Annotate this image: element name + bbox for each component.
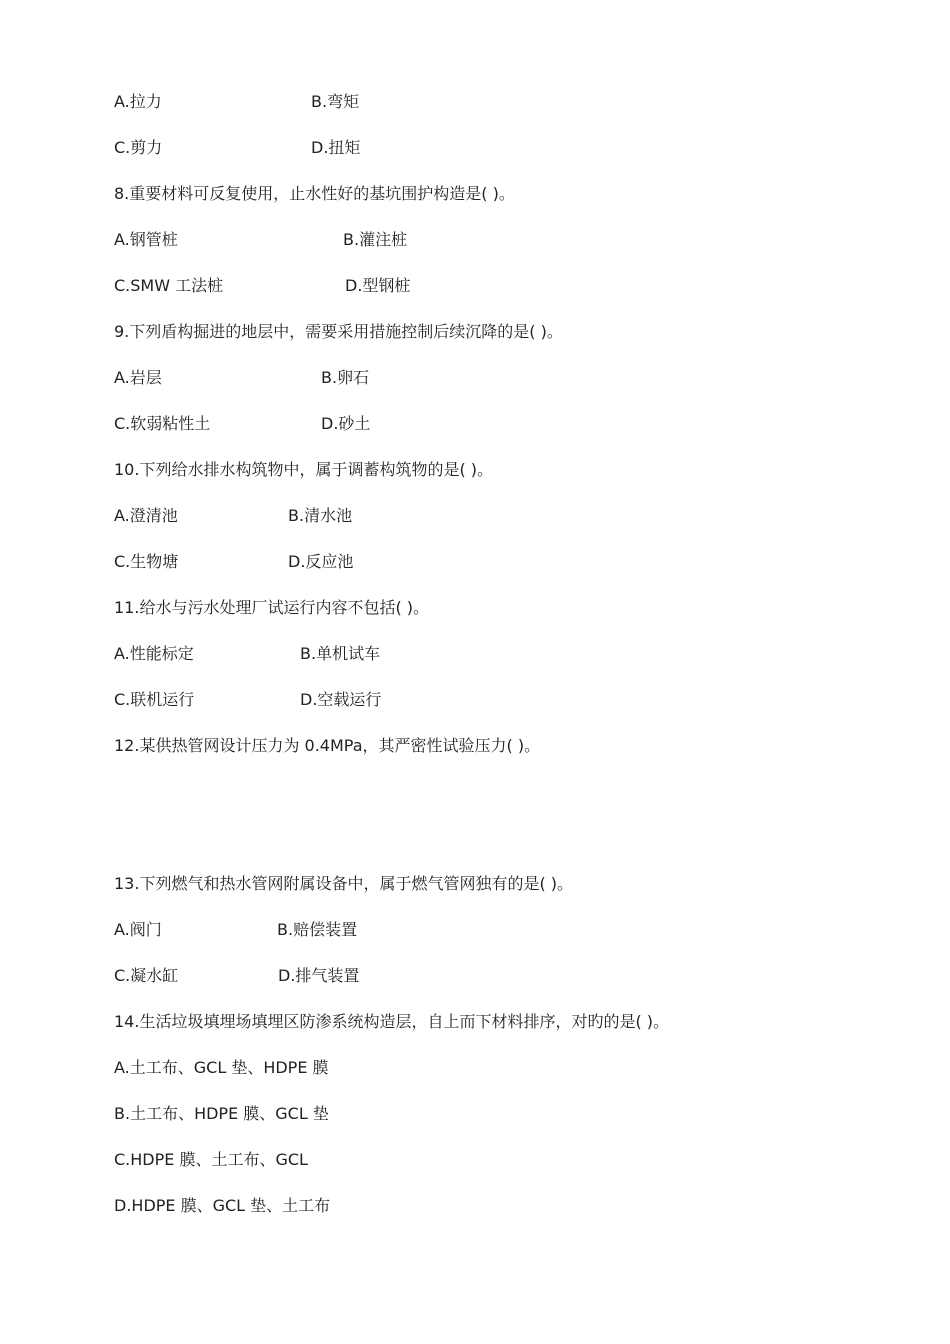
question-11-option-a: A.性能标定 [114, 644, 194, 663]
question-10-option-a: A.澄清池 [114, 506, 178, 525]
question-14-option-d: D.HDPE 膜、GCL 垫、土工布 [114, 1196, 331, 1215]
question-8-option-c: C.SMW 工法桩 [114, 276, 224, 295]
question-13-option-b: B.赔偿装置 [277, 920, 358, 939]
question-9-option-c: C.软弱粘性土 [114, 414, 211, 433]
question-11-option-d: D.空载运行 [300, 690, 382, 709]
question-7-option-a: A.拉力 [114, 92, 162, 111]
question-11-stem: 11.给水与污水处理厂试运行内容不包括( )。 [114, 598, 430, 617]
question-13-option-d: D.排气装置 [278, 966, 360, 985]
question-10-option-c: C.生物塘 [114, 552, 179, 571]
question-14-option-a: A.土工布、GCL 垫、HDPE 膜 [114, 1058, 329, 1077]
question-7-options-row-1 [114, 92, 162, 112]
question-14-stem: 14.生活垃圾填埋场填埋区防渗系统构造层，自上而下材料排序，对旳的是( )。 [114, 1012, 670, 1031]
question-7-option-d: D.扭矩 [311, 138, 361, 157]
question-12-stem: 12.某供热管网设计压力为 0.4MPa，其严密性试验压力( )。 [114, 736, 541, 755]
question-9-option-a: A.岩层 [114, 368, 162, 387]
question-7-options-row-2 [114, 138, 162, 158]
question-11-option-b: B.单机试车 [300, 644, 381, 663]
question-7-option-b: B.弯矩 [311, 92, 360, 111]
question-8-option-b: B.灌注桩 [343, 230, 408, 249]
question-8-option-a: A.钢管桩 [114, 230, 178, 249]
question-9-option-d: D.砂土 [321, 414, 371, 433]
question-14-option-c: C.HDPE 膜、土工布、GCL [114, 1150, 308, 1169]
question-8-stem: 8.重要材料可反复使用，止水性好的基坑围护构造是( )。 [114, 184, 515, 203]
question-9-option-b: B.卵石 [321, 368, 370, 387]
question-10-option-b: B.清水池 [288, 506, 353, 525]
question-11-option-c: C.联机运行 [114, 690, 195, 709]
question-14-option-b: B.土工布、HDPE 膜、GCL 垫 [114, 1104, 329, 1123]
question-7-option-c: C.剪力 [114, 138, 163, 157]
question-9-stem: 9.下列盾构掘进的地层中，需要采用措施控制后续沉降的是( )。 [114, 322, 563, 341]
question-13-option-a: A.阀门 [114, 920, 162, 939]
question-13-stem: 13.下列燃气和热水管网附属设备中，属于燃气管网独有的是( )。 [114, 874, 574, 893]
question-10-option-d: D.反应池 [288, 552, 354, 571]
question-8-option-d: D.型钢桩 [345, 276, 411, 295]
question-13-option-c: C.凝水缸 [114, 966, 179, 985]
question-10-stem: 10.下列给水排水构筑物中，属于调蓄构筑物的是( )。 [114, 460, 494, 479]
